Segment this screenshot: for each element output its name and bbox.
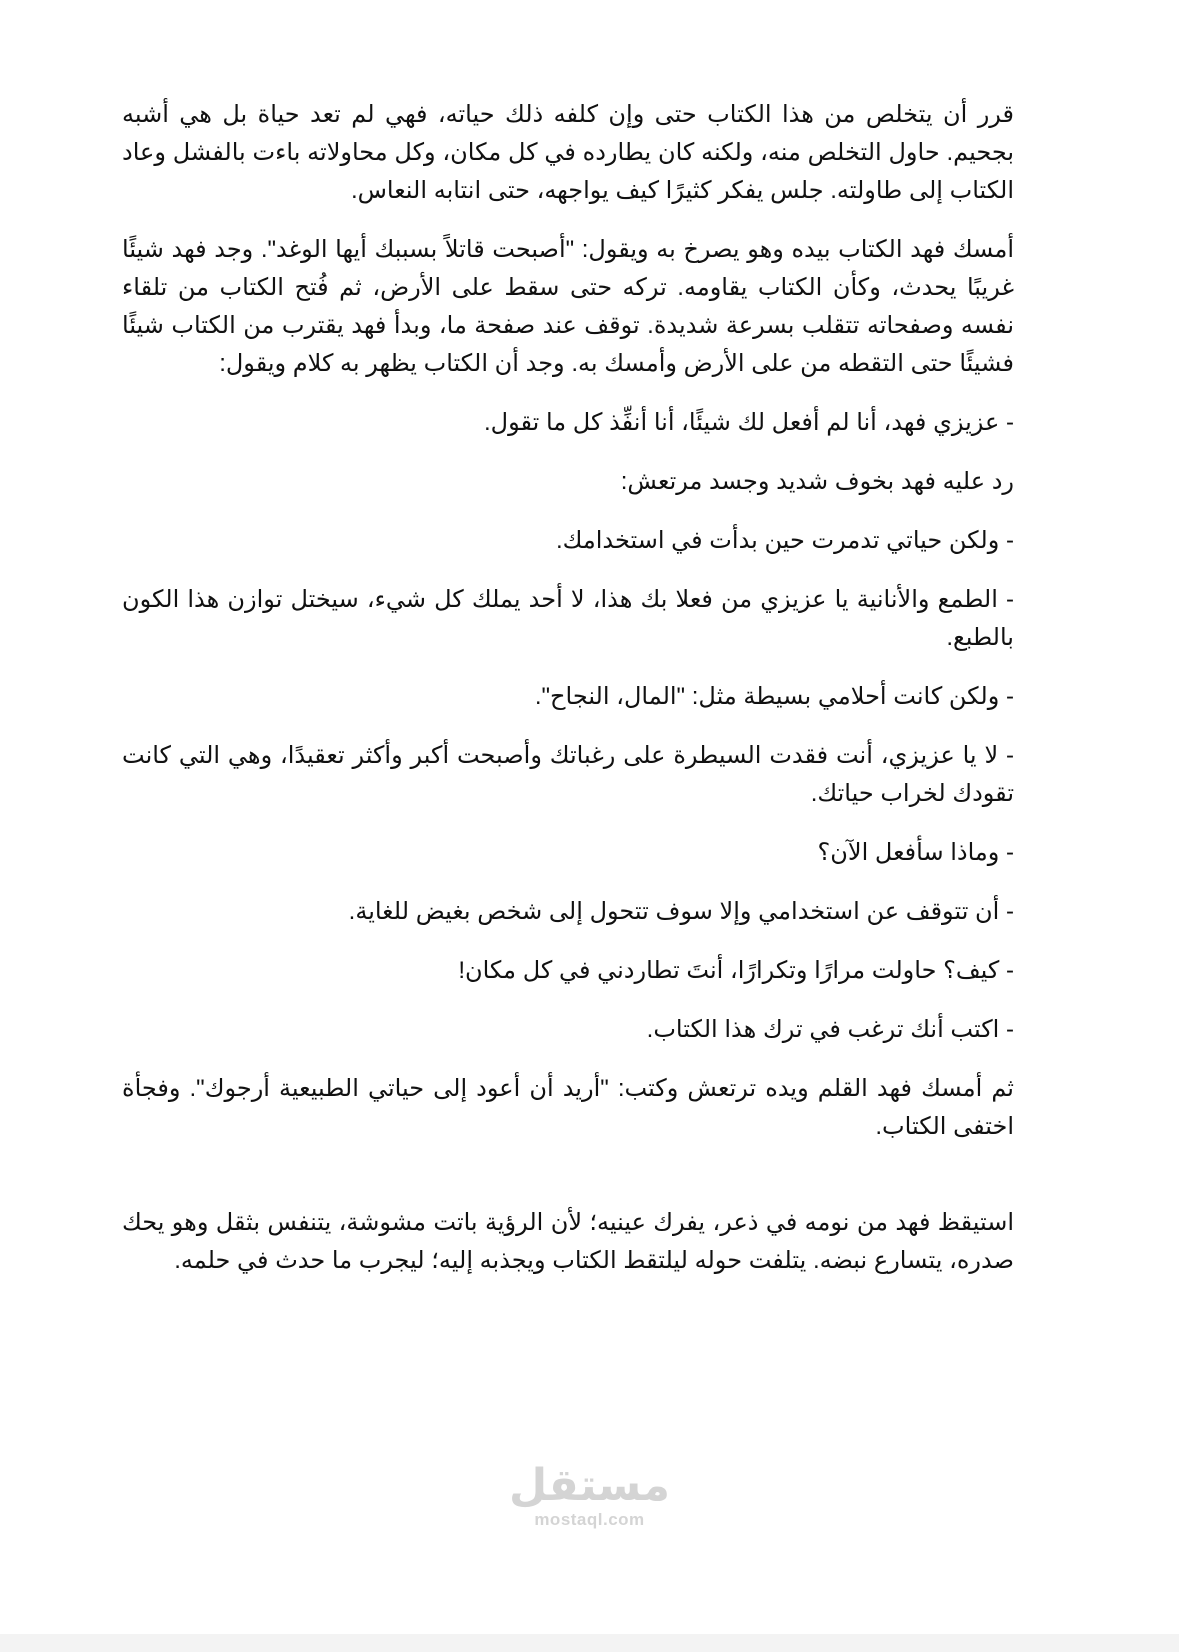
dialogue-line: - عزيزي فهد، أنا لم أفعل لك شيئًا، أنا أنفِّذ كل ما تقول. [483, 409, 1014, 436]
paragraph: أمسك فهد الكتاب بيده وهو يصرخ به ويقول: "أصبحت قاتلاً بسببك أيها الوغد". وجد فهد شيئًا غريبًا يحدث، وكأن الكتاب يقاومه. تركه حتى سقط على الأرض، ثم فُتح الكتاب من تلقاء نفسه وصفحاته تتقلب بسرعة شديدة. توقف عند صفحة ما، وبدأ فهد يقترب من الكتاب شيئًا فشيئًا حتى التقطه من على الأرض وأمسك به. وجد أن الكتاب يظهر به كلام ويقول: [122, 236, 1014, 377]
paragraph: رد عليه فهد بخوف شديد وجسد مرتعش: [620, 468, 1014, 495]
dialogue-line: - وماذا سأفعل الآن؟ [817, 839, 1014, 866]
watermark-domain: mostaql.com [534, 1510, 645, 1529]
document-body [122, 96, 1014, 1301]
dialogue-line: - كيف؟ حاولت مرارًا وتكرارًا، أنتَ تطاردني في كل مكان! [458, 957, 1014, 984]
dialogue-line: - لا يا عزيزي، أنت فقدت السيطرة على رغباتك وأصبحت أكبر وأكثر تعقيدًا، وهي التي كانت تقودك لخراب حياتك. [122, 742, 1014, 807]
mostaql-watermark-logo [0, 1462, 1179, 1530]
paragraph: قرر أن يتخلص من هذا الكتاب حتى وإن كلفه ذلك حياته، فهي لم تعد حياة بل هي أشبه بجحيم. حاول التخلص منه، ولكنه كان يطارده في كل مكان، وكل محاولاته باءت بالفشل وعاد الكتاب إلى طاولته. جلس يفكر كثيرًا كيف يواجهه، حتى انتابه النعاس. [122, 101, 1014, 204]
dialogue-line: - أن تتوقف عن استخدامي وإلا سوف تتحول إلى شخص بغيض للغاية. [348, 898, 1014, 925]
watermark-arabic: مستقل [509, 1461, 670, 1510]
dialogue-line: - اكتب أنك ترغب في ترك هذا الكتاب. [646, 1016, 1014, 1043]
dialogue-line: - ولكن كانت أحلامي بسيطة مثل: "المال، النجاح". [534, 683, 1014, 710]
paragraph: ثم أمسك فهد القلم ويده ترتعش وكتب: "أريد أن أعود إلى حياتي الطبيعية أرجوك". وفجأة اختفى الكتاب. [122, 1075, 1014, 1140]
page-bottom-edge [0, 1634, 1179, 1652]
dialogue-line: - ولكن حياتي تدمرت حين بدأت في استخدامك. [555, 527, 1014, 554]
paragraph: استيقظ فهد من نومه في ذعر، يفرك عينيه؛ لأن الرؤية باتت مشوشة، يتنفس بثقل وهو يحك صدره، يتسارع نبضه. يتلفت حوله ليلتقط الكتاب ويجذبه إليه؛ ليجرب ما حدث في حلمه. [122, 1209, 1014, 1274]
dialogue-line: - الطمع والأنانية يا عزيزي من فعلا بك هذا، لا أحد يملك كل شيء، سيختل توازن هذا الكون بالطبع. [122, 586, 1014, 651]
